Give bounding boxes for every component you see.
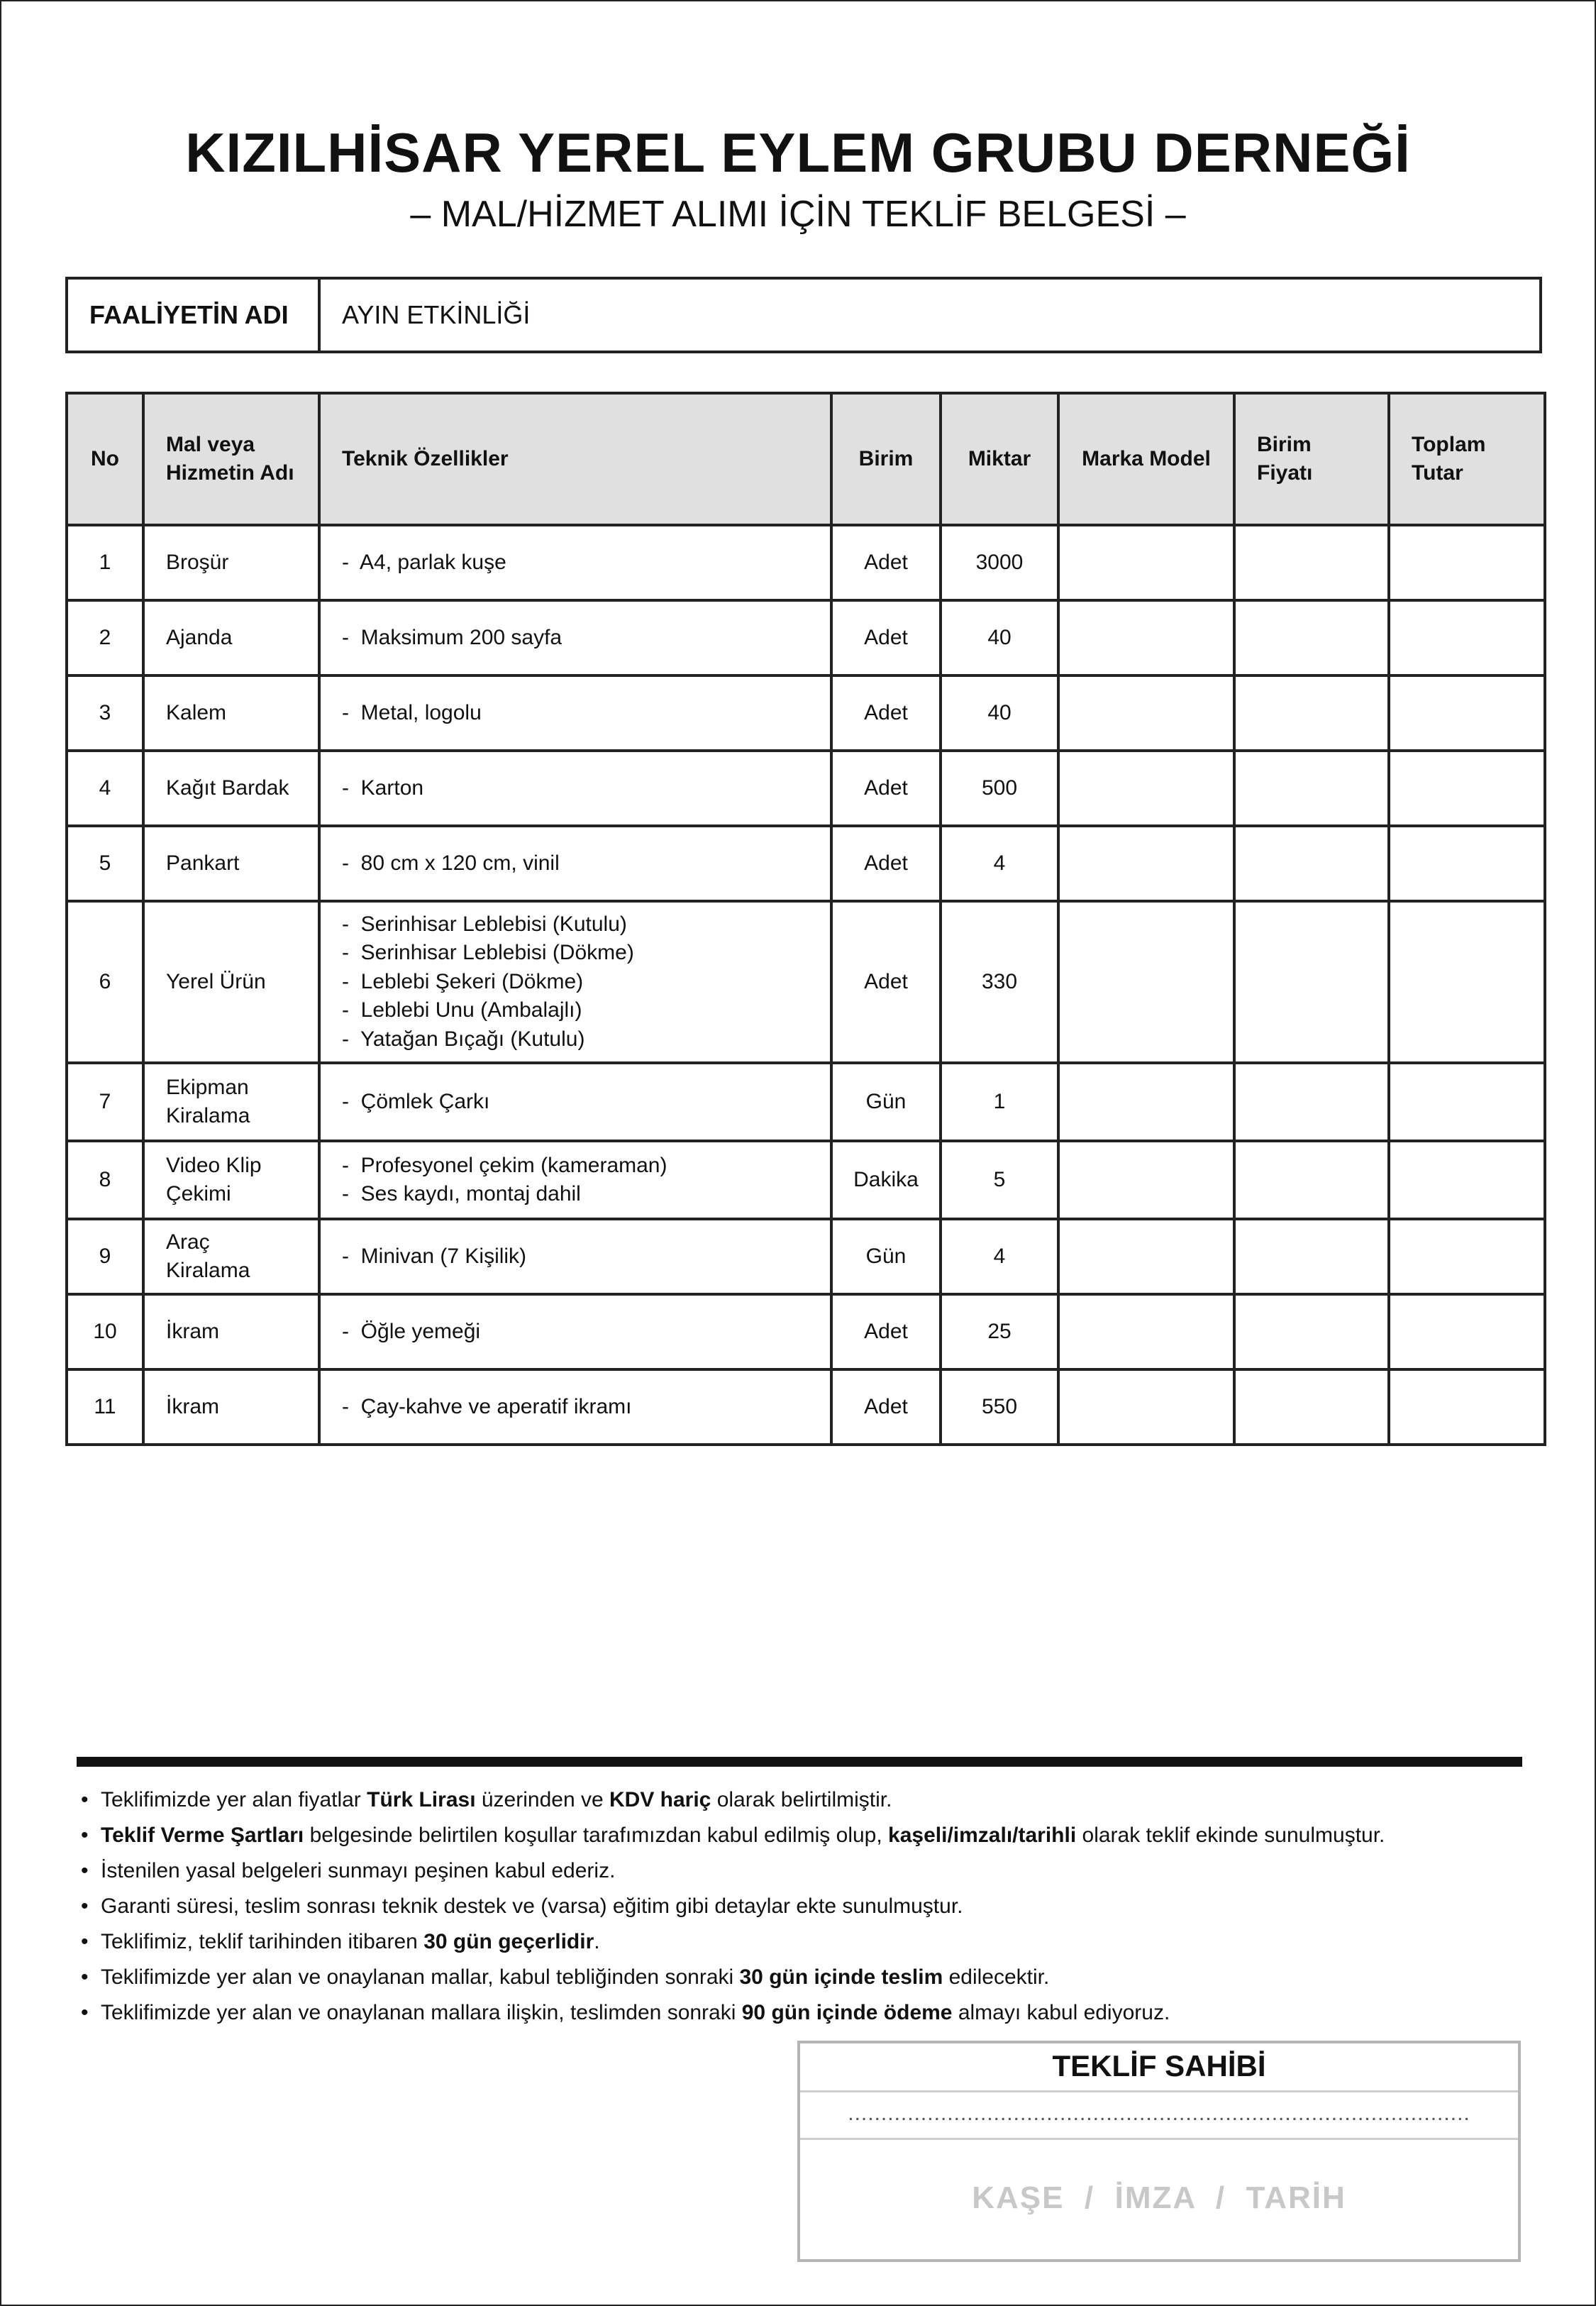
cell-unit: Adet — [831, 751, 941, 826]
spec-item: - Minivan (7 Kişilik) — [342, 1242, 809, 1271]
cell-unit: Dakika — [831, 1141, 941, 1219]
cell-unit: Gün — [831, 1063, 941, 1141]
spec-item: - Öğle yemeği — [342, 1318, 809, 1347]
cell-unit-price — [1234, 1219, 1389, 1294]
cell-no: 9 — [67, 1219, 143, 1294]
terms-item — [78, 1960, 1539, 1995]
terms-item — [78, 1782, 1539, 1818]
signature-dotted-line: .............................................................................................. — [800, 2092, 1518, 2140]
cell-total — [1389, 1369, 1545, 1445]
terms-item — [78, 1995, 1539, 2031]
spec-item: - Çömlek Çarkı — [342, 1088, 809, 1117]
cell-qty: 1 — [941, 1063, 1058, 1141]
spec-item: - 80 cm x 120 cm, vinil — [342, 849, 809, 878]
cell-name: Video Klip Çekimi — [143, 1141, 319, 1219]
spec-item: - Serinhisar Leblebisi (Kutulu) — [342, 910, 809, 939]
terms-text: edilecektir. — [943, 1965, 1050, 1989]
terms-item — [78, 1924, 1539, 1960]
cell-unit: Adet — [831, 1369, 941, 1445]
table-row — [67, 1294, 1545, 1369]
spec-item: - Leblebi Şekeri (Dökme) — [342, 968, 809, 997]
cell-no: 11 — [67, 1369, 143, 1445]
cell-brand — [1058, 1141, 1234, 1219]
header-brand: Marka Model — [1058, 393, 1234, 525]
terms-emphasis: Teklif Verme Şartları — [101, 1824, 304, 1847]
terms-emphasis: Türk Lirası — [367, 1788, 476, 1811]
cell-unit: Adet — [831, 525, 941, 600]
cell-specs — [319, 1063, 831, 1141]
table-row — [67, 1063, 1545, 1141]
cell-qty: 330 — [941, 901, 1058, 1063]
spec-item: - Metal, logolu — [342, 699, 809, 728]
cell-total — [1389, 675, 1545, 751]
terms-text: olarak belirtilmiştir. — [711, 1788, 892, 1811]
cell-no: 10 — [67, 1294, 143, 1369]
spec-item: - A4, parlak kuşe — [342, 548, 809, 578]
cell-total — [1389, 1294, 1545, 1369]
header-specs: Teknik Özellikler — [319, 393, 831, 525]
cell-specs — [319, 1141, 831, 1219]
signature-title: TEKLİF SAHİBİ — [800, 2043, 1518, 2092]
terms-text: almayı kabul ediyoruz. — [952, 2001, 1170, 2024]
cell-unit: Adet — [831, 675, 941, 751]
terms-item — [78, 1889, 1539, 1924]
table-row — [67, 1219, 1545, 1294]
terms-item — [78, 1853, 1539, 1889]
document-title: KIZILHİSAR YEREL EYLEM GRUBU DERNEĞİ — [185, 121, 1411, 184]
cell-brand — [1058, 525, 1234, 600]
cell-name: Ekipman Kiralama — [143, 1063, 319, 1141]
cell-total — [1389, 1141, 1545, 1219]
table-row — [67, 751, 1545, 826]
header-qty: Miktar — [941, 393, 1058, 525]
activity-value: AYIN ETKİNLİĞİ — [342, 300, 531, 329]
cell-specs — [319, 675, 831, 751]
cell-no: 2 — [67, 600, 143, 675]
terms-item — [78, 1818, 1539, 1853]
cell-total — [1389, 751, 1545, 826]
terms-text: belgesinde belirtilen koşullar tarafımızdan kabul edilmiş olup, — [304, 1824, 889, 1847]
cell-brand — [1058, 1294, 1234, 1369]
cell-brand — [1058, 675, 1234, 751]
table-row — [67, 525, 1545, 600]
table-row — [67, 826, 1545, 901]
header-unit: Birim — [831, 393, 941, 525]
cell-unit: Adet — [831, 901, 941, 1063]
table-body — [67, 525, 1545, 1445]
cell-unit-price — [1234, 675, 1389, 751]
terms-text: Teklifimizde yer alan fiyatlar — [101, 1788, 367, 1811]
cell-no: 8 — [67, 1141, 143, 1219]
terms-text: İstenilen yasal belgeleri sunmayı peşinen kabul ederiz. — [101, 1859, 616, 1882]
cell-total — [1389, 1219, 1545, 1294]
cell-specs — [319, 1219, 831, 1294]
terms-emphasis: 30 gün geçerlidir — [423, 1930, 594, 1953]
cell-brand — [1058, 1369, 1234, 1445]
items-table — [65, 392, 1546, 1446]
cell-no: 1 — [67, 525, 143, 600]
spec-item: - Ses kaydı, montaj dahil — [342, 1180, 809, 1209]
cell-brand — [1058, 600, 1234, 675]
cell-unit-price — [1234, 826, 1389, 901]
cell-name: İkram — [143, 1294, 319, 1369]
cell-no: 7 — [67, 1063, 143, 1141]
header-no: No — [67, 393, 143, 525]
terms-emphasis: 30 gün içinde teslim — [739, 1965, 943, 1989]
cell-name: Araç Kiralama — [143, 1219, 319, 1294]
cell-unit-price — [1234, 1294, 1389, 1369]
terms-emphasis: 90 gün içinde ödeme — [741, 2001, 953, 2024]
cell-qty: 3000 — [941, 525, 1058, 600]
terms-emphasis: KDV hariç — [609, 1788, 711, 1811]
terms-emphasis: kaşeli/imzalı/tarihli — [888, 1824, 1077, 1847]
stamp-sign-date-placeholder: KAŞE / İMZA / TARİH — [972, 2180, 1346, 2215]
cell-unit: Adet — [831, 826, 941, 901]
spec-item: - Profesyonel çekim (kameraman) — [342, 1152, 809, 1181]
cell-unit: Adet — [831, 600, 941, 675]
spec-item: - Yatağan Bıçağı (Kutulu) — [342, 1025, 809, 1054]
cell-specs — [319, 1294, 831, 1369]
cell-specs — [319, 901, 831, 1063]
cell-unit: Gün — [831, 1219, 941, 1294]
cell-name: Pankart — [143, 826, 319, 901]
spec-item: - Serinhisar Leblebisi (Dökme) — [342, 939, 809, 968]
spec-item: - Karton — [342, 774, 809, 803]
header-name: Mal veya Hizmetin Adı — [143, 393, 319, 525]
cell-no: 4 — [67, 751, 143, 826]
activity-label: FAALİYETİN ADI — [68, 280, 321, 351]
section-divider — [77, 1757, 1522, 1767]
table-header-row — [67, 393, 1545, 525]
terms-text: Garanti süresi, teslim sonrası teknik destek ve (varsa) eğitim gibi detaylar ekte sunulmuştur. — [101, 1894, 963, 1918]
cell-unit-price — [1234, 901, 1389, 1063]
cell-specs — [319, 826, 831, 901]
cell-specs — [319, 751, 831, 826]
cell-specs — [319, 600, 831, 675]
cell-qty: 40 — [941, 600, 1058, 675]
cell-qty: 5 — [941, 1141, 1058, 1219]
cell-brand — [1058, 751, 1234, 826]
table-row — [67, 1369, 1545, 1445]
cell-unit-price — [1234, 600, 1389, 675]
cell-unit-price — [1234, 1141, 1389, 1219]
spec-item: - Maksimum 200 sayfa — [342, 624, 809, 653]
terms-text: . — [594, 1930, 600, 1953]
table-row — [67, 901, 1545, 1063]
cell-name: Ajanda — [143, 600, 319, 675]
cell-name: İkram — [143, 1369, 319, 1445]
cell-total — [1389, 1063, 1545, 1141]
activity-box — [65, 277, 1542, 353]
cell-qty: 550 — [941, 1369, 1058, 1445]
cell-total — [1389, 901, 1545, 1063]
cell-total — [1389, 525, 1545, 600]
cell-brand — [1058, 1219, 1234, 1294]
document-subtitle: – MAL/HİZMET ALIMI İÇİN TEKLİF BELGESİ – — [410, 194, 1186, 235]
cell-qty: 40 — [941, 675, 1058, 751]
cell-no: 6 — [67, 901, 143, 1063]
cell-brand — [1058, 901, 1234, 1063]
cell-unit-price — [1234, 525, 1389, 600]
terms-text: Teklifimizde yer alan ve onaylanan mallara ilişkin, teslimden sonraki — [101, 2001, 742, 2024]
terms-text: olarak teklif ekinde sunulmuştur. — [1076, 1824, 1385, 1847]
cell-unit-price — [1234, 751, 1389, 826]
cell-total — [1389, 600, 1545, 675]
cell-no: 3 — [67, 675, 143, 751]
cell-brand — [1058, 826, 1234, 901]
cell-qty: 4 — [941, 826, 1058, 901]
table-row — [67, 1141, 1545, 1219]
cell-qty: 25 — [941, 1294, 1058, 1369]
table-row — [67, 600, 1545, 675]
signature-box — [797, 2041, 1521, 2262]
terms-text: üzerinden ve — [475, 1788, 609, 1811]
header-unit-price: Birim Fiyatı — [1234, 393, 1389, 525]
cell-unit-price — [1234, 1369, 1389, 1445]
cell-name: Yerel Ürün — [143, 901, 319, 1063]
cell-brand — [1058, 1063, 1234, 1141]
cell-specs — [319, 525, 831, 600]
cell-qty: 500 — [941, 751, 1058, 826]
cell-qty: 4 — [941, 1219, 1058, 1294]
terms-text: Teklifimizde yer alan ve onaylanan mallar, kabul tebliğinden sonraki — [101, 1965, 740, 1989]
cell-no: 5 — [67, 826, 143, 901]
cell-name: Kalem — [143, 675, 319, 751]
spec-item: - Çay-kahve ve aperatif ikramı — [342, 1393, 809, 1422]
spec-item: - Leblebi Unu (Ambalajlı) — [342, 996, 809, 1025]
terms-list — [78, 1782, 1539, 2031]
cell-unit: Adet — [831, 1294, 941, 1369]
cell-name: Broşür — [143, 525, 319, 600]
cell-name: Kağıt Bardak — [143, 751, 319, 826]
header-total: Toplam Tutar — [1389, 393, 1545, 525]
table-row — [67, 675, 1545, 751]
terms-text: Teklifimiz, teklif tarihinden itibaren — [101, 1930, 424, 1953]
cell-unit-price — [1234, 1063, 1389, 1141]
cell-total — [1389, 826, 1545, 901]
cell-specs — [319, 1369, 831, 1445]
